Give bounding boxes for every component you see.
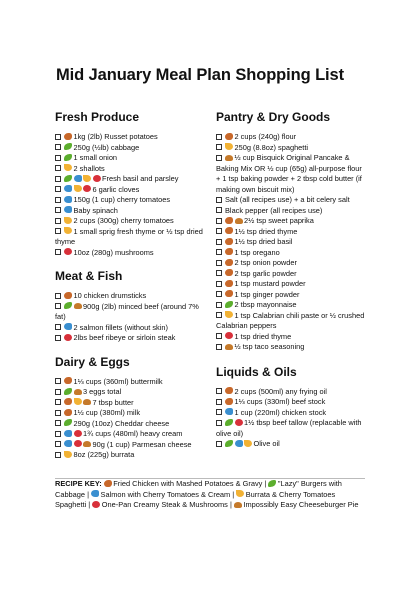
burger-icon (83, 399, 91, 405)
pizza-icon (244, 440, 252, 447)
list-item (216, 408, 366, 419)
key-separator: | (87, 489, 92, 499)
item-text: 1 tsp Calabrian chili paste or ½ crushed Calabrian peppers (216, 310, 365, 330)
list-item (55, 248, 205, 259)
leaf-icon (225, 301, 233, 308)
drumstick-icon (225, 280, 233, 287)
item-text: 2lbs beef ribeye or sirloin steak (73, 333, 176, 342)
checkbox[interactable] (216, 388, 222, 394)
list-item (55, 164, 205, 175)
checkbox[interactable] (55, 452, 61, 458)
list-item (55, 206, 205, 217)
recipe-key (55, 479, 365, 511)
leaf-icon (64, 154, 72, 161)
steak-icon (83, 185, 91, 192)
list-item (216, 258, 366, 269)
fish-icon (235, 440, 243, 447)
pizza-icon (64, 164, 72, 171)
checkbox[interactable] (55, 144, 61, 150)
pizza-icon (74, 185, 82, 192)
item-text: 10 chicken drumsticks (73, 291, 147, 300)
item-text: 2 salmon fillets (without skin) (73, 322, 168, 332)
drumstick-icon (64, 133, 72, 140)
drumstick-icon (225, 290, 233, 297)
checkbox[interactable] (55, 218, 61, 224)
fish-icon (91, 490, 99, 497)
recipe-key-entry: Fried Chicken with Mashed Potatoes & Gravy (113, 479, 263, 488)
checkbox[interactable] (55, 420, 61, 426)
checkbox[interactable] (216, 441, 222, 447)
leaf-icon (268, 480, 276, 487)
checkbox[interactable] (216, 420, 222, 426)
drumstick-icon (64, 409, 72, 416)
list-item (55, 227, 205, 248)
item-text: 2½ tsp sweet paprika (244, 216, 314, 225)
drumstick-icon (225, 269, 233, 276)
item-text: 2 cups (300g) cherry tomatoes (73, 216, 174, 225)
checkbox[interactable] (216, 218, 222, 224)
recipe-key-entry: One-Pan Creamy Steak & Mushrooms (101, 500, 228, 509)
section-heading-fresh-produce: Fresh Produce (55, 110, 140, 124)
checkbox[interactable] (55, 197, 61, 203)
leaf-icon (225, 440, 233, 447)
checkbox[interactable] (216, 281, 222, 287)
item-text: 90g (1 cup) Parmesan cheese (92, 439, 192, 449)
checkbox[interactable] (55, 441, 61, 447)
item-text: 1¾ cups (480ml) heavy cream (83, 429, 183, 438)
fish-icon (64, 440, 72, 447)
fish-icon (64, 430, 72, 437)
item-text: 2 shallots (73, 163, 105, 173)
checkbox[interactable] (55, 324, 61, 330)
list-item (55, 132, 205, 143)
item-text: 2 tsp garlic powder (234, 268, 297, 278)
list-item (216, 216, 366, 227)
list-item (55, 174, 205, 185)
item-text: 2 cups (500ml) any frying oil (234, 386, 327, 396)
checkbox[interactable] (216, 249, 222, 255)
list-item (55, 429, 205, 440)
list-item (55, 398, 205, 409)
list-item (55, 185, 205, 196)
list-item (216, 300, 366, 311)
item-text: 250g (½lb) cabbage (73, 142, 140, 152)
list-item (55, 333, 205, 344)
drumstick-icon (64, 398, 72, 405)
item-text: Black pepper (all recipes use) (225, 205, 323, 215)
section-heading-meat-fish: Meat & Fish (55, 269, 123, 283)
item-text: 1 tsp ginger powder (234, 289, 300, 299)
burger-icon (225, 344, 233, 350)
section-meat-fish (55, 269, 205, 344)
fish-icon (64, 196, 72, 203)
checkbox[interactable] (216, 333, 222, 339)
steak-icon (74, 430, 82, 437)
drumstick-icon (64, 292, 72, 299)
checkbox[interactable] (216, 239, 222, 245)
item-text: Fresh basil and parsley (102, 174, 179, 183)
item-text: 150g (1 cup) cherry tomatoes (73, 195, 171, 204)
checkbox[interactable] (216, 207, 222, 213)
leaf-icon (64, 388, 72, 395)
fish-icon (74, 175, 82, 182)
leaf-icon (64, 175, 72, 182)
drumstick-icon (225, 259, 233, 266)
item-text: 1 small onion (73, 153, 118, 162)
steak-icon (235, 419, 243, 426)
item-text: 1 cup (220ml) chicken stock (234, 407, 327, 417)
list-item (55, 387, 205, 398)
item-text: 3 eggs total (83, 387, 122, 396)
checkbox[interactable] (216, 344, 222, 350)
checkbox[interactable] (55, 431, 61, 437)
checkbox[interactable] (216, 260, 222, 266)
pizza-icon (225, 143, 233, 150)
steak-icon (64, 334, 72, 341)
drumstick-icon (64, 377, 72, 384)
drumstick-icon (104, 480, 112, 487)
steak-icon (64, 248, 72, 255)
item-text: 1½ tsp dried thyme (234, 226, 298, 236)
item-text: 1⅓ cups (330ml) beef stock (234, 397, 326, 406)
drumstick-icon (225, 227, 233, 234)
list-item (216, 132, 366, 143)
section-dairy-eggs (55, 355, 205, 461)
item-text: Olive oil (253, 439, 280, 448)
list-item (216, 342, 366, 353)
checkbox[interactable] (55, 134, 61, 140)
list-item (55, 143, 205, 154)
recipe-key-entry: Impossibly Easy Cheeseburger Pie (243, 500, 359, 509)
checkbox[interactable] (216, 155, 222, 161)
list-item (55, 440, 205, 451)
key-separator: | (88, 500, 93, 509)
pizza-icon (236, 490, 244, 497)
burger-icon (83, 441, 91, 447)
checkbox[interactable] (55, 378, 61, 384)
item-text: 1 tsp oregano (234, 247, 280, 257)
left-column (55, 110, 205, 461)
item-text: ½ tsp taco seasoning (234, 342, 305, 351)
item-text: ½ cup Bisquick Original Pancake & Baking Mix OR ½ cup (65g) all-purpose flour + 1 tsp baking powder + 2 tbsp cold butter (if making own biscuit mix) (216, 153, 362, 194)
list-item (216, 248, 366, 259)
list-item (216, 227, 366, 238)
key-separator: | (264, 479, 269, 488)
item-text: 2 tbsp mayonnaise (234, 300, 297, 309)
fish-icon (64, 206, 72, 213)
right-column (216, 110, 366, 450)
recipe-key-entry: Burrata & Cherry Tomatoes Spaghetti (55, 489, 336, 509)
steak-icon (74, 440, 82, 447)
burger-icon (235, 218, 243, 224)
item-text: 10oz (280g) mushrooms (73, 247, 154, 257)
pizza-icon (64, 227, 72, 234)
drumstick-icon (225, 217, 233, 224)
pizza-icon (83, 175, 91, 182)
checkbox[interactable] (216, 291, 222, 297)
list-item (55, 216, 205, 227)
list-item (216, 237, 366, 248)
item-text: 1 small sprig fresh thyme or ½ tsp dried thyme (55, 226, 203, 246)
checkbox[interactable] (216, 228, 222, 234)
item-text: 8oz (225g) burrata (73, 450, 135, 459)
recipe-key-label: RECIPE KEY: (55, 479, 102, 488)
item-text: 1½ tsp dried basil (234, 237, 293, 246)
pizza-icon (64, 217, 72, 224)
item-text: 900g (2lb) minced beef (around 7% fat) (55, 301, 199, 321)
list-item (216, 290, 366, 301)
checkbox[interactable] (55, 303, 61, 309)
drumstick-icon (225, 248, 233, 255)
drumstick-icon (225, 387, 233, 394)
item-text: 1 tsp mustard powder (234, 279, 306, 288)
checkbox[interactable] (55, 293, 61, 299)
key-separator: | (232, 489, 237, 499)
pizza-icon (225, 311, 233, 318)
checkbox[interactable] (55, 176, 61, 182)
section-fresh-produce (55, 110, 205, 258)
pizza-icon (64, 451, 72, 458)
liquids-oils-list (216, 387, 366, 450)
list-item (216, 269, 366, 280)
leaf-icon (64, 419, 72, 426)
steak-icon (225, 332, 233, 339)
list-item (55, 419, 205, 430)
list-item (216, 332, 366, 343)
list-item (216, 143, 366, 154)
recipe-key-entry: Salmon with Cherry Tomatoes & Cream (100, 489, 231, 499)
list-item (216, 311, 366, 332)
checkbox[interactable] (216, 134, 222, 140)
fish-icon (64, 323, 72, 330)
dairy-eggs-list (55, 377, 205, 461)
fresh-produce-list (55, 132, 205, 258)
item-text: 2 tsp onion powder (234, 258, 297, 267)
drumstick-icon (225, 238, 233, 245)
section-heading-dairy-eggs: Dairy & Eggs (55, 354, 130, 369)
checkbox[interactable] (216, 302, 222, 308)
checkbox[interactable] (216, 270, 222, 276)
item-text: 1½ cup (380ml) milk (73, 408, 141, 417)
checkbox[interactable] (55, 410, 61, 416)
meat-fish-list (55, 291, 205, 344)
section-heading-pantry: Pantry & Dry Goods (216, 110, 331, 124)
item-text: 1kg (2lb) Russet potatoes (73, 132, 158, 141)
item-text: Baby spinach (73, 205, 118, 215)
list-item (216, 279, 366, 290)
checkbox[interactable] (55, 155, 61, 161)
list-item (216, 153, 366, 195)
checkbox[interactable] (55, 165, 61, 171)
list-item (216, 387, 366, 398)
leaf-icon (64, 302, 72, 309)
checkbox[interactable] (216, 399, 222, 405)
list-item (55, 291, 205, 302)
item-text: 7 tbsp butter (92, 397, 134, 407)
checkbox[interactable] (216, 197, 222, 203)
list-item (216, 418, 366, 439)
item-text: Salt (all recipes use) + a bit celery salt (225, 195, 350, 204)
checkbox[interactable] (55, 228, 61, 234)
leaf-icon (64, 143, 72, 150)
section-heading-liquids-oils: Liquids & Oils (216, 364, 297, 379)
leaf-icon (225, 419, 233, 426)
list-item (55, 377, 205, 388)
checkbox[interactable] (55, 399, 61, 405)
burger-icon (74, 389, 82, 395)
fish-icon (225, 408, 233, 415)
list-item (55, 408, 205, 419)
item-text: 2 cups (240g) flour (234, 132, 297, 141)
item-text: 250g (8.8oz) spaghetti (234, 142, 309, 152)
checkbox[interactable] (55, 186, 61, 192)
checkbox[interactable] (55, 335, 61, 341)
item-text: 290g (10oz) Cheddar cheese (73, 418, 170, 428)
item-text: 1½ tbsp beef tallow (replacable with olive oil) (216, 418, 362, 438)
fish-icon (64, 185, 72, 192)
list-item (55, 195, 205, 206)
section-pantry (216, 110, 366, 353)
list-item (216, 206, 366, 217)
item-text: 6 garlic cloves (92, 184, 140, 194)
burger-icon (234, 502, 242, 508)
list-item (55, 153, 205, 164)
checkbox[interactable] (216, 144, 222, 150)
burger-icon (225, 155, 233, 161)
checkbox[interactable] (216, 312, 222, 318)
section-liquids-oils (216, 365, 366, 450)
page-title: Mid January Meal Plan Shopping List (55, 66, 345, 84)
list-item (216, 397, 366, 408)
list-item (55, 323, 205, 334)
checkbox[interactable] (55, 207, 61, 213)
drumstick-icon (225, 398, 233, 405)
list-item (216, 439, 366, 450)
steak-icon (93, 175, 101, 182)
item-text: 1 tsp dried thyme (234, 331, 292, 341)
key-separator: | (229, 500, 234, 509)
item-text: 1⅓ cups (360ml) buttermilk (73, 376, 163, 386)
checkbox[interactable] (55, 389, 61, 395)
burger-icon (74, 303, 82, 309)
checkbox[interactable] (55, 249, 61, 255)
list-item (55, 450, 205, 461)
list-item (55, 302, 205, 323)
steak-icon (92, 501, 100, 508)
pizza-icon (74, 398, 82, 405)
recipe-key-entry: "Lazy" Burgers with Cabbage (55, 479, 342, 499)
pantry-list (216, 132, 366, 353)
drumstick-icon (225, 133, 233, 140)
list-item (216, 195, 366, 206)
checkbox[interactable] (216, 409, 222, 415)
